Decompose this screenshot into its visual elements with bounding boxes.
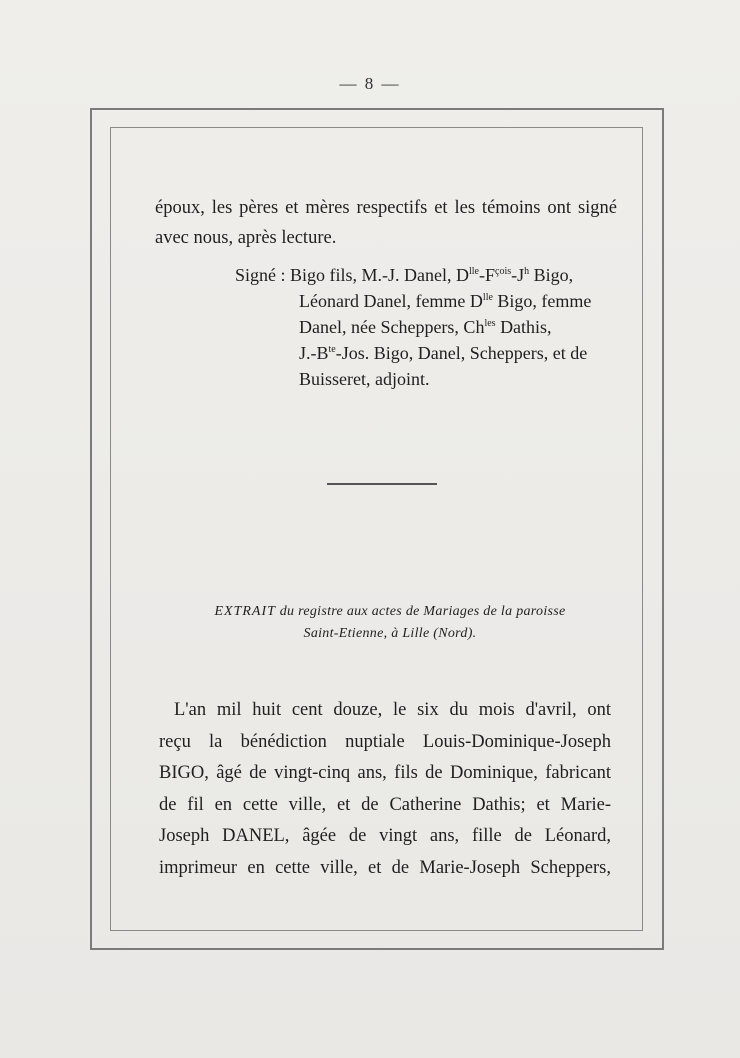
record-line: L'an mil huit cent douze, le six du mois d'avril, ont [174, 700, 611, 720]
signatures-line-5: Buisseret, adjoint. [299, 369, 430, 389]
record-line: Joseph DANEL, âgée de vingt ans, fille de Léonard, [159, 826, 611, 846]
extract-heading-line-2: Saint-Etienne, à Lille (Nord). [303, 626, 477, 641]
record-line: de fil en cette ville, et de Catherine Dathis; et Marie- [159, 794, 611, 815]
record-line: imprimeur en cette ville, et de Marie-Joseph Scheppers, [159, 857, 611, 878]
extract-heading [160, 601, 620, 645]
signatures-line-1: Signé : Bigo fils, M.-J. Danel, $D^{lle}-F^{çois}-J^h$ Bigo, [235, 265, 574, 285]
section-divider [327, 483, 437, 485]
signatures-block [235, 262, 617, 392]
extract-heading-rest: du registre aux actes de Mariages de la paroisse [275, 604, 566, 619]
signatures-line-3: Danel, née Scheppers, $Ch^{les}$ Dathis, [299, 317, 552, 337]
closing-paragraph: époux, les pères et mères respectifs et les témoins ont signé avec nous, après lecture. [155, 198, 617, 248]
page-number: — 8 — [339, 74, 401, 93]
record-line: BIGO, âgé de vingt-cinq ans, fils de Dominique, fabricant [159, 763, 611, 783]
record-line: reçu la bénédiction nuptiale Louis-Dominique-Joseph [159, 731, 611, 752]
marriage-record-paragraph [159, 695, 611, 884]
signatures-line-2: Léonard Danel, femme $D^{lle}$ Bigo, femme [299, 291, 592, 311]
extract-heading-caps: EXTRAIT [214, 604, 276, 619]
signatures-line-4: $J.-B^{te}$-Jos. Bigo, Danel, Scheppers, et de [299, 343, 588, 363]
